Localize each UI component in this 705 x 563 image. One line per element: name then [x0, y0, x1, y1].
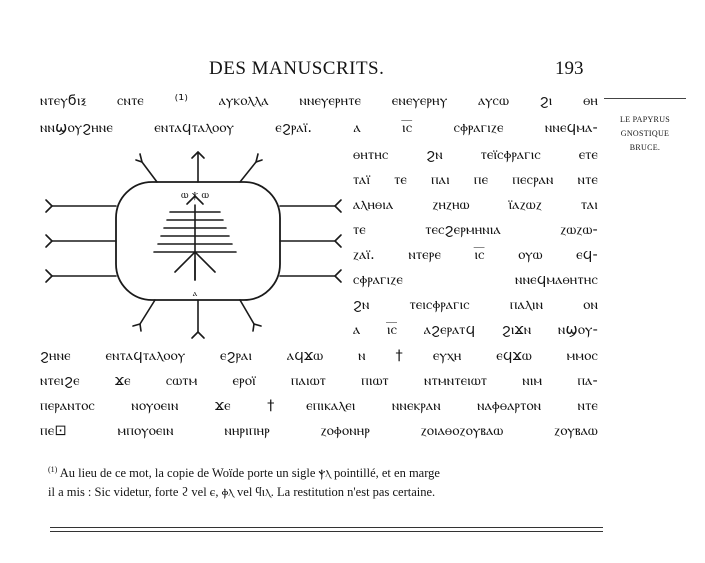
- text-line: ϩⲛ ⲧⲉⲓⲥⲫⲣⲁⲅⲓⲥ ⲡⲁⲗⲓⲛ ⲟⲛ: [353, 297, 598, 313]
- footnote: [48, 460, 603, 502]
- seal-bottom-letter: ⲁ: [192, 289, 198, 299]
- page-bottom-rule: [50, 527, 603, 528]
- text-line: ⲁⲗⲏⲑⲓⲁ ⲍⲏⲍⲏⲱ ⲓ̈ⲁⲍⲱⲍ ⲧⲁⲓ: [353, 197, 598, 213]
- margin-note-line: GNOSTIQUE: [620, 129, 670, 138]
- text-line: ⲥⲫⲣⲁⲅⲓⲍⲉ ⲛⲛⲉϥⲙⲁⲑⲏⲧⲏⲥ: [353, 272, 598, 288]
- page-number: 193: [555, 58, 584, 79]
- text-line: ⲍⲁⲓ̈. ⲛⲧⲉⲣⲉ ⲓ̅ⲥ̅ ⲟⲩⲱ ⲉϥ-: [353, 247, 598, 263]
- seal-label: ⲱ ⲯ ⲱ: [181, 188, 209, 201]
- text-line: ⲑⲏⲧⲏⲥ ϩⲛ ⲧⲉⲓ̈ⲥⲫⲣⲁⲅⲓⲥ ⲉⲧⲉ: [353, 147, 598, 163]
- margin-note: [604, 113, 686, 155]
- margin-rule: [604, 98, 686, 99]
- text-line: ⲛⲧⲉⲩϭⲓⲝ ⲥⲛⲧⲉ ⁽¹⁾ ⲁⲩⲕⲟⲗⲗⲁ ⲛⲛⲉⲩⲉⲣⲏⲧⲉ ⲉⲛⲉⲩⲉⲣⲏⲩ ⲁⲩⲥⲱ ϩⲓ ⲑⲏ: [40, 93, 598, 109]
- running-head: DES MANUSCRITS.: [209, 58, 385, 79]
- text-line: ⲛⲧⲉⲓϩⲉ ϫⲉ ⲥⲱⲧⲙ ⲉⲣⲟⲓ̈ ⲡⲁⲓⲱⲧ ⲡⲓⲱⲧ ⲛⲧⲙⲛⲧⲉⲓⲱⲧ ⲛⲓⲙ ⲡⲁ-: [40, 373, 598, 389]
- text-line: ϩⲏⲛⲉ ⲉⲛⲧⲁϥⲧⲁⲗⲟⲟⲩ ⲉϩⲣⲁⲓ ⲁϥϫⲱ ⲛ†ⲉⲩⲭⲏ ⲉϥϫⲱ ⲙⲙⲟⲥ: [40, 348, 598, 364]
- text-line: ⲁ ⲓ̅ⲥ̅ ⲁϩⲉⲣⲁⲧϥ ϩⲓϫⲛ ⲛϣⲟⲩ-: [353, 322, 598, 338]
- text-line: ⲡⲉⲣⲁⲛⲧⲟⲥ ⲛⲟⲩⲟⲉⲓⲛ ϫⲉ †ⲉⲡⲓⲕⲁⲗⲉⲓ ⲛⲛⲉⲕⲣⲁⲛ ⲛⲁⲫⲑⲁⲣⲧⲟⲛ ⲛⲧⲉ: [40, 398, 598, 414]
- margin-note-line: LE PAPYRUS: [619, 115, 671, 124]
- text-line: ⲧⲉ ⲧⲉⲥϩⲉⲣⲙⲏⲛⲓⲁ ⲍⲱⲍⲱ-: [353, 222, 598, 238]
- footnote-line: Au lieu de ce mot, la copie de Woïde porte un sigle ⲯⲗ pointillé, et en marge: [59, 466, 440, 481]
- footnote-line: il a mis : Sic videtur, forte ϩ vel ⲉ, ⲫⲗ vel ϥⲓⲗ. La restitution n'est pas certaine.: [48, 485, 436, 500]
- page-bottom-rule: [50, 531, 603, 532]
- margin-note-line: BRUCE.: [629, 143, 661, 152]
- footnote-marker: (1): [48, 465, 58, 474]
- text-line: ⲧⲁⲓ̈ ⲧⲉ ⲡⲁⲓ ⲡⲉ ⲡⲉⲥⲣⲁⲛ ⲛⲧⲉ: [353, 172, 598, 188]
- seal-diagram: [40, 150, 345, 345]
- text-line: ⲡⲉ⊡ ⲙⲡⲟⲩⲟⲉⲓⲛ ⲛⲏⲣⲓⲡⲏⲣ ⲍⲟⲫⲟⲛⲏⲣ ⲍⲟⲓⲁⲑⲟⲍⲟⲩⲃⲁⲱ ⲍⲟⲩⲃⲁⲱ: [40, 423, 598, 439]
- text-line: ⲛⲛϣⲟⲩϩⲏⲛⲉ ⲉⲛⲧⲁϥⲧⲁⲗⲟⲟⲩ ⲉϩⲣⲁⲓ̈. ⲁ ⲓ̅ⲥ̅ ⲥⲫⲣⲁⲅⲓⲍⲉ ⲛⲛⲉϥⲙⲁ-: [40, 120, 598, 136]
